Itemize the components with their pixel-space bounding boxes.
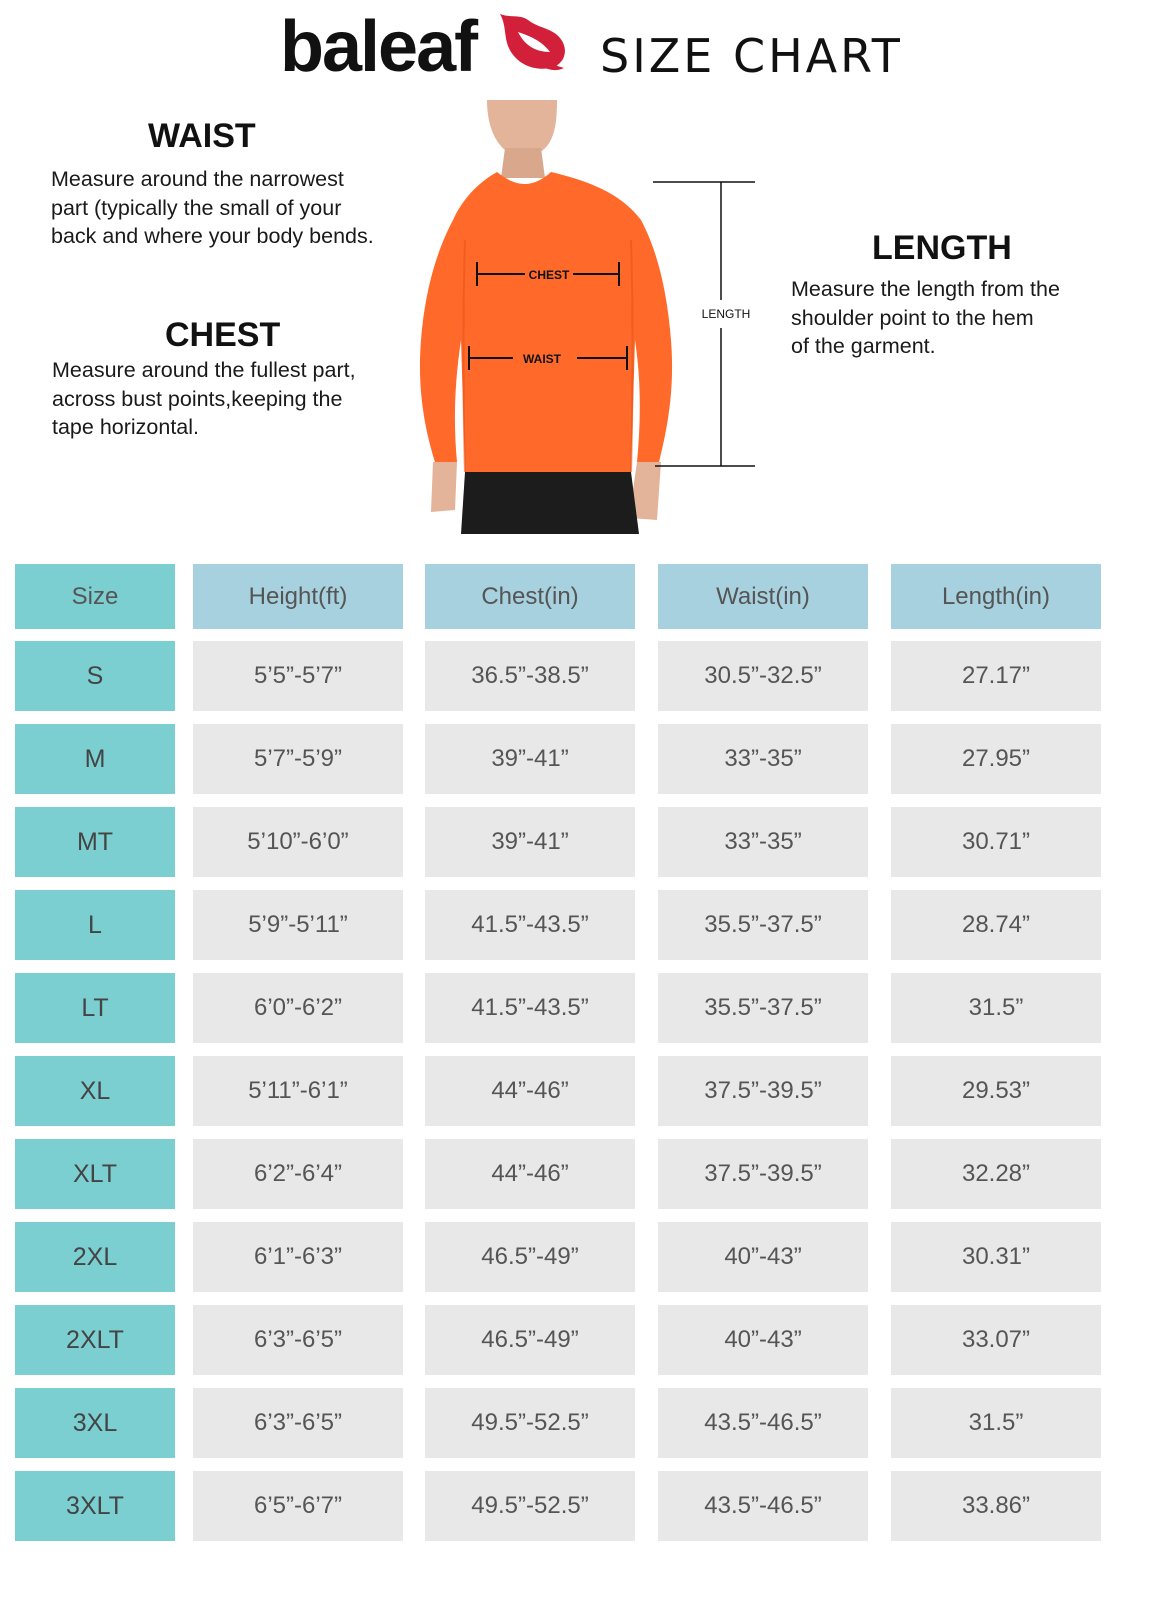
height-cell: 6’5”-6’7”: [193, 1471, 403, 1541]
black-shorts: [461, 472, 639, 534]
waist-cell: 35.5”-37.5”: [658, 973, 868, 1043]
chest-cell: 46.5”-49”: [425, 1222, 635, 1292]
waist-description: Measure around the narrowest part (typically the small of your back and where your body bends.: [51, 167, 374, 248]
waist-cell: 40”-43”: [658, 1222, 868, 1292]
length-diagram-label: LENGTH: [701, 307, 751, 321]
chest-cell: 46.5”-49”: [425, 1305, 635, 1375]
waist-cell: 30.5”-32.5”: [658, 641, 868, 711]
waist-cell: 35.5”-37.5”: [658, 890, 868, 960]
size-cell: M: [15, 724, 175, 794]
chest-cell: 44”-46”: [425, 1139, 635, 1209]
waist-cell: 33”-35”: [658, 807, 868, 877]
left-hand: [431, 462, 457, 512]
length-title: LENGTH: [872, 229, 1012, 267]
waist-cell: 33”-35”: [658, 724, 868, 794]
height-cell: 5’11”-6’1”: [193, 1056, 403, 1126]
size-cell: XLT: [15, 1139, 175, 1209]
chest-cell: 36.5”-38.5”: [425, 641, 635, 711]
length-cell: 31.5”: [891, 1388, 1101, 1458]
chest-description: Measure around the fullest part, across bust points,keeping the tape horizontal.: [52, 358, 356, 439]
chest-cell: 41.5”-43.5”: [425, 890, 635, 960]
length-cell: 30.31”: [891, 1222, 1101, 1292]
leaf-flame-logo-icon: [494, 8, 570, 76]
height-cell: 5’9”-5’11”: [193, 890, 403, 960]
height-cell: 6’1”-6’3”: [193, 1222, 403, 1292]
length-cell: 27.95”: [891, 724, 1101, 794]
header-size: Size: [15, 564, 175, 629]
height-cell: 5’5”-5’7”: [193, 641, 403, 711]
length-cell: 30.71”: [891, 807, 1101, 877]
model-head: [487, 100, 557, 178]
size-cell: XL: [15, 1056, 175, 1126]
length-cell: 27.17”: [891, 641, 1101, 711]
chest-diagram-label: CHEST: [528, 268, 570, 282]
chest-title: CHEST: [165, 316, 281, 354]
brand-name: baleaf: [280, 7, 477, 87]
size-cell: 3XL: [15, 1388, 175, 1458]
chest-cell: 39”-41”: [425, 724, 635, 794]
chest-cell: 44”-46”: [425, 1056, 635, 1126]
chest-cell: 39”-41”: [425, 807, 635, 877]
length-description: Measure the length from the shoulder point to the hem of the garment.: [791, 277, 1060, 358]
length-cell: 28.74”: [891, 890, 1101, 960]
header: [0, 0, 1154, 100]
size-cell: 2XLT: [15, 1305, 175, 1375]
size-cell: MT: [15, 807, 175, 877]
size-cell: 3XLT: [15, 1471, 175, 1541]
chest-cell: 49.5”-52.5”: [425, 1471, 635, 1541]
waist-diagram-label: WAIST: [523, 352, 561, 366]
orange-shirt: [420, 172, 672, 472]
model-illustration: [405, 100, 785, 540]
height-cell: 6’2”-6’4”: [193, 1139, 403, 1209]
length-cell: 32.28”: [891, 1139, 1101, 1209]
chest-cell: 49.5”-52.5”: [425, 1388, 635, 1458]
height-cell: 6’0”-6’2”: [193, 973, 403, 1043]
height-cell: 5’7”-5’9”: [193, 724, 403, 794]
length-cell: 31.5”: [891, 973, 1101, 1043]
waist-cell: 43.5”-46.5”: [658, 1471, 868, 1541]
page-title: SIZE CHART: [600, 29, 903, 83]
size-cell: S: [15, 641, 175, 711]
height-cell: 5’10”-6’0”: [193, 807, 403, 877]
height-cell: 6’3”-6’5”: [193, 1305, 403, 1375]
waist-cell: 37.5”-39.5”: [658, 1139, 868, 1209]
header-height: Height(ft): [193, 564, 403, 629]
header-waist: Waist(in): [658, 564, 868, 629]
size-cell: L: [15, 890, 175, 960]
header-chest: Chest(in): [425, 564, 635, 629]
length-cell: 33.07”: [891, 1305, 1101, 1375]
length-cell: 29.53”: [891, 1056, 1101, 1126]
length-cell: 33.86”: [891, 1471, 1101, 1541]
header-length: Length(in): [891, 564, 1101, 629]
waist-cell: 37.5”-39.5”: [658, 1056, 868, 1126]
waist-cell: 43.5”-46.5”: [658, 1388, 868, 1458]
height-cell: 6’3”-6’5”: [193, 1388, 403, 1458]
size-cell: LT: [15, 973, 175, 1043]
chest-cell: 41.5”-43.5”: [425, 973, 635, 1043]
waist-cell: 40”-43”: [658, 1305, 868, 1375]
size-cell: 2XL: [15, 1222, 175, 1292]
waist-title: WAIST: [148, 117, 256, 155]
